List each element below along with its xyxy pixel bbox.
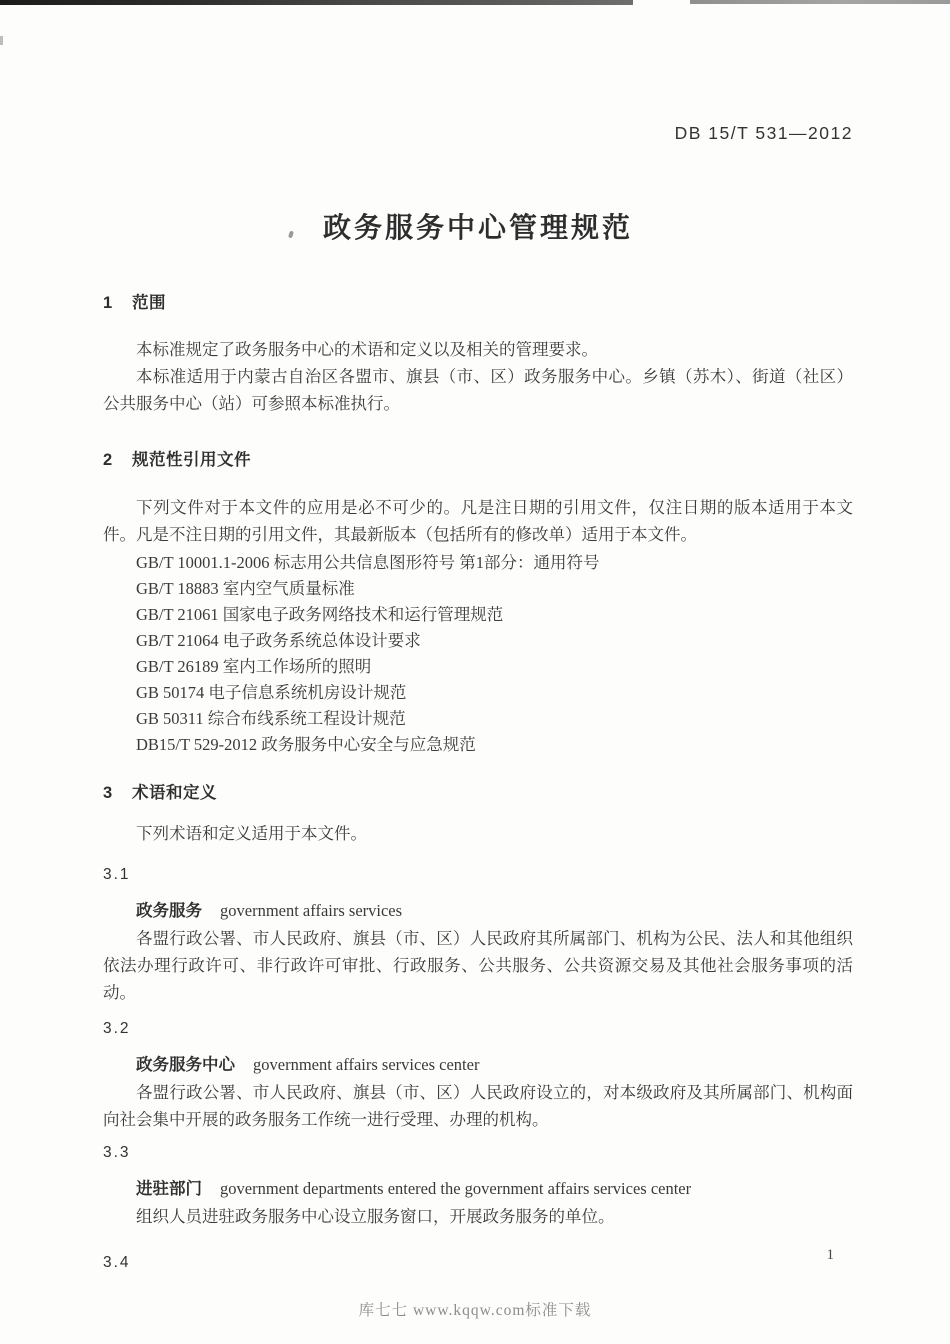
section-heading-terms-definitions [103,782,853,804]
reference-item: GB/T 26189 室内工作场所的照明 [136,657,372,676]
section-title: 范围 [132,294,166,312]
term-entry [103,897,853,925]
term-name-zh: 政务服务 [136,902,202,920]
watermark-footer: 库七七 www.kqqw.com标准下载 [358,1302,592,1319]
reference-list [103,550,853,758]
page-number: 1 [826,1247,834,1263]
scope-paragraph-2: 本标准适用于内蒙古自治区各盟市、旗县（市、区）政务服务中心。乡镇（苏木）、街道（社区）公共服务中心（站）可参照本标准执行。 [103,367,853,413]
scope-paragraph-1: 本标准规定了政务服务中心的术语和定义以及相关的管理要求。 [136,340,598,359]
term-entry [103,1175,853,1203]
term-entry [103,1051,853,1079]
term-definition: 组织人员进驻政务服务中心设立服务窗口，开展政务服务的单位。 [136,1207,615,1226]
reference-item: GB 50174 电子信息系统机房设计规范 [136,683,407,702]
term-definition: 各盟行政公署、市人民政府、旗县（市、区）人民政府设立的，对本级政府及其所属部门、机构面向社会集中开展的政务服务工作统一进行受理、办理的机构。 [103,1083,853,1129]
reference-item: GB 50311 综合布线系统工程设计规范 [136,709,406,728]
term-name-zh: 政务服务中心 [136,1056,235,1074]
section-number: 3 [103,784,113,802]
term-name-en: government affairs services [220,901,403,920]
reference-item: DB15/T 529-2012 政务服务中心安全与应急规范 [136,735,476,754]
term-definition: 各盟行政公署、市人民政府、旗县（市、区）人民政府其所属部门、机构为公民、法人和其他组织依法办理行政许可、非行政许可审批、行政服务、公共服务、公共资源交易及其他社会服务事项的活动。 [103,929,853,1002]
reference-item: GB/T 10001.1-2006 标志用公共信息图形符号 第1部分：通用符号 [136,553,600,572]
terms-intro-paragraph: 下列术语和定义适用于本文件。 [136,824,367,843]
term-name-zh: 进驻部门 [136,1180,202,1198]
clause-number-3-4: 3.4 [103,1254,131,1271]
clause-number-3-1: 3.1 [103,866,131,883]
section-title: 术语和定义 [132,784,217,802]
section-heading-normative-references [103,449,853,471]
clause-number-3-3: 3.3 [103,1144,131,1161]
section-title: 规范性引用文件 [132,451,251,469]
reference-item: GB/T 21061 国家电子政务网络技术和运行管理规范 [136,605,504,624]
scan-speck [0,36,3,45]
section-number: 2 [103,451,113,469]
section-number: 1 [103,294,113,312]
term-name-en: government affairs services center [253,1055,480,1074]
reference-item: GB/T 18883 室内空气质量标准 [136,579,355,598]
page-content [103,0,853,1273]
references-intro-paragraph: 下列文件对于本文件的应用是必不可少的。凡是注日期的引用文件，仅注日期的版本适用于本文件。凡是不注日期的引用文件，其最新版本（包括所有的修改单）适用于本文件。 [103,498,853,544]
reference-item: GB/T 21064 电子政务系统总体设计要求 [136,631,421,650]
term-name-en: government departments entered the government affairs services center [220,1179,692,1198]
clause-number-3-2: 3.2 [103,1020,131,1037]
section-heading-scope [103,292,853,314]
doc-code: DB 15/T 531—2012 [674,123,853,143]
document-title: 政务服务中心管理规范 [322,212,633,243]
